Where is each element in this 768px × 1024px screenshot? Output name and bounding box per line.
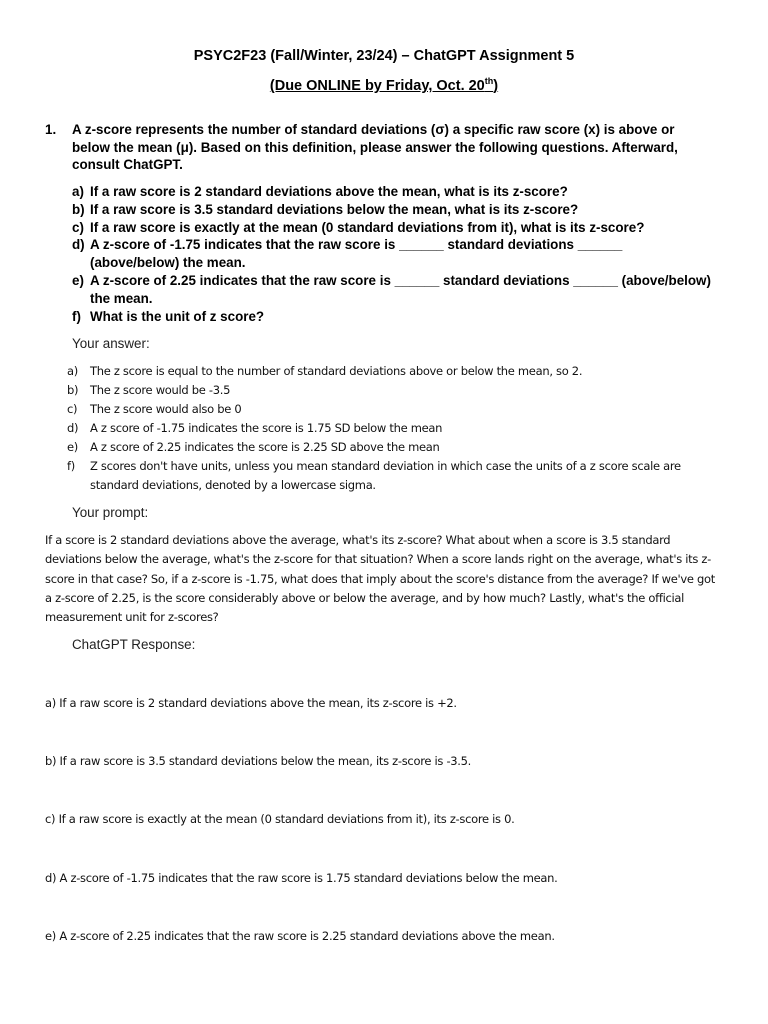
answer-text: The z score is equal to the number of standard deviations above or below the mean, so 2. (90, 364, 583, 378)
subquestion-label: a) (72, 184, 84, 199)
answer-text: A z score of -1.75 indicates the score is 1.75 SD below the mean (90, 421, 443, 435)
answer-item (67, 419, 727, 438)
answer-text: The z score would also be 0 (90, 402, 242, 416)
response-item: b) If a raw score is 3.5 standard deviations below the mean, its z-score is -3.5. (45, 754, 472, 768)
subquestion-label: d) (72, 237, 85, 253)
answer-list (67, 362, 727, 495)
subquestion-list (72, 183, 712, 325)
due-date-superscript: th (484, 76, 494, 87)
due-date (0, 76, 768, 96)
question-1 (45, 121, 710, 174)
response-item: c) If a raw score is exactly at the mean (0 standard deviations from it), its z-score is 0. (45, 812, 515, 826)
chatgpt-response-label: ChatGPT Response: (72, 637, 196, 652)
answer-label: c) (67, 402, 78, 416)
subquestion-text: A z-score of -1.75 indicates that the raw score is ______ standard deviations ______ (above/below) the mean. (90, 237, 623, 271)
subquestion-item (72, 236, 712, 272)
subquestion-text: If a raw score is exactly at the mean (0 standard deviations from it), what is its z-score? (90, 219, 645, 235)
due-date-main: (Due ONLINE by Friday, Oct. 20 (269, 78, 485, 94)
your-prompt-label: Your prompt: (72, 505, 149, 520)
subquestion-item (72, 219, 712, 237)
response-item: a) If a raw score is 2 standard deviations above the mean, its z-score is +2. (45, 696, 457, 710)
answer-label: a) (67, 364, 78, 378)
answer-item (67, 362, 727, 381)
subquestion-item (72, 201, 712, 219)
answer-label: b) (67, 383, 79, 397)
prompt-text: If a score is 2 standard deviations above the average, what's its z-score? What about when a score is 3.5 standard deviations below the average, what's the z-score for that situation? When a score lands right on the average, what's its z-score in that case? So, if a z-score is -1.75, what does that imply about the score's distance from the average? If we've got a z-score of 2.25, is the score considerably above or below the average, and by how much? Lastly, what's the official measurement unit for z-scores? (45, 533, 715, 625)
answer-label: e) (67, 440, 78, 454)
answer-text: The z score would be -3.5 (90, 383, 231, 397)
subquestion-label: e) (72, 272, 84, 288)
subquestion-text: If a raw score is 2 standard deviations above the mean, what is its z-score? (90, 184, 568, 199)
subquestion-label: c) (72, 219, 84, 235)
due-date-end: ) (493, 78, 499, 94)
answer-label: f) (67, 459, 75, 473)
answer-item (67, 381, 727, 400)
answer-item (67, 438, 727, 457)
answer-text: Z scores don't have units, unless you mean standard deviation in which case the units of a z score scale are standard deviations, denoted by a lowercase sigma. (90, 459, 681, 492)
response-item: d) A z-score of -1.75 indicates that the raw score is 1.75 standard deviations below the mean. (45, 871, 558, 885)
subquestion-item (72, 308, 712, 326)
answer-item (67, 457, 727, 495)
subquestion-item (72, 183, 712, 201)
subquestion-label: f) (72, 308, 81, 324)
answer-item (67, 400, 727, 419)
response-item: e) A z-score of 2.25 indicates that the raw score is 2.25 standard deviations above the mean. (45, 929, 555, 943)
subquestion-item (72, 272, 712, 308)
your-answer-label: Your answer: (72, 336, 150, 351)
subquestion-label: b) (72, 201, 85, 217)
subquestion-text: If a raw score is 3.5 standard deviations below the mean, what is its z-score? (90, 201, 579, 217)
answer-label: d) (67, 421, 79, 435)
subquestion-text: A z-score of 2.25 indicates that the raw score is ______ standard deviations ______ (above/below) the mean. (90, 272, 711, 306)
answer-text: A z score of 2.25 indicates the score is 2.25 SD above the mean (90, 440, 440, 454)
page-title: PSYC2F23 (Fall/Winter, 23/24) – ChatGPT Assignment 5 (193, 48, 575, 64)
question-number: 1. (45, 122, 57, 137)
question-text: A z-score represents the number of standard deviations (σ) a specific raw score (x) is above or below the mean (μ). Based on this definition, please answer the following questions. Afterward, consult ChatGPT. (72, 122, 678, 172)
subquestion-text: What is the unit of z score? (90, 308, 265, 324)
